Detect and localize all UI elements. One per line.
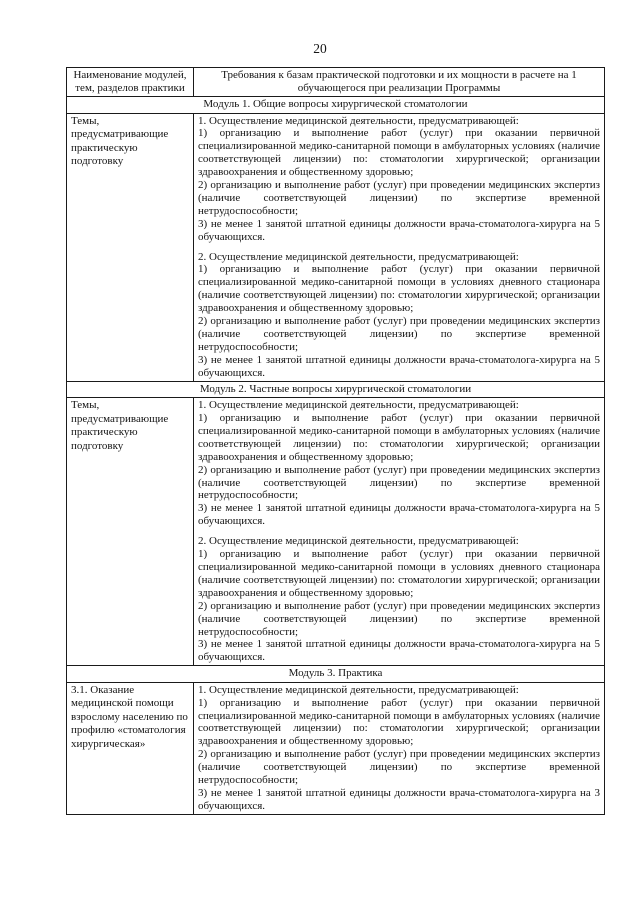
requirement-item: 3) не менее 1 занятой штатной единицы должности врача-стоматолога-хирурга на 5 обучающихся.	[198, 638, 600, 664]
requirement-item: 2) организацию и выполнение работ (услуг) при проведении медицинских экспертиз (наличие соответствующей лицензии) по экспертизе временной нетрудоспособности;	[198, 463, 600, 502]
requirements-cell	[194, 682, 605, 814]
header-modules-column: Наименование модулей, тем, разделов практики	[67, 68, 194, 97]
module-title: Модуль 1. Общие вопросы хирургической стоматологии	[67, 97, 605, 114]
requirement-item: 1) организацию и выполнение работ (услуг) при оказании первичной специализированной медико-санитарной помощи в условиях дневного стационара (наличие соответствующей лицензии) по: стоматологии хирургической; организации здравоохранения и общественному здоровью;	[198, 263, 600, 315]
requirement-item: 3) не менее 1 занятой штатной единицы должности врача-стоматолога-хирурга на 5 обучающихся.	[198, 217, 600, 243]
requirement-block-heading: 2. Осуществление медицинской деятельности, предусматривающей:	[198, 250, 519, 263]
header-requirements-column: Требования к базам практической подготовки и их мощности в расчете на 1 обучающегося при реализации Программы	[194, 68, 605, 97]
requirement-block	[198, 115, 600, 244]
requirement-item: 2) организацию и выполнение работ (услуг) при проведении медицинских экспертиз (наличие соответствующей лицензии) по экспертизе временной нетрудоспособности;	[198, 179, 600, 217]
requirement-item: 1) организацию и выполнение работ (услуг) при оказании первичной специализированной медико-санитарной помощи в амбулаторных условиях (наличие соответствующей лицензии) по: стоматологии хирургической; организации здравоохранения и общественному здоровью;	[198, 412, 600, 463]
module-content-row	[67, 682, 605, 814]
module-title-row	[67, 666, 605, 683]
requirement-item: 3) не менее 1 занятой штатной единицы должности врача-стоматолога-хирурга на 5 обучающихся.	[198, 353, 600, 379]
table-header-row	[67, 68, 605, 97]
requirements-cell	[194, 113, 605, 381]
requirement-item: 2) организацию и выполнение работ (услуг) при проведении медицинских экспертиз (наличие соответствующей лицензии) по экспертизе временной нетрудоспособности;	[198, 599, 600, 638]
page-number: 20	[313, 41, 327, 56]
requirement-block-heading: 1. Осуществление медицинской деятельности, предусматривающей:	[198, 114, 519, 127]
requirement-item: 3) не менее 1 занятой штатной единицы должности врача-стоматолога-хирурга на 5 обучающихся.	[198, 502, 600, 528]
requirement-item: 1) организацию и выполнение работ (услуг) при оказании первичной специализированной медико-санитарной помощи в амбулаторных условиях (наличие соответствующей лицензии) по: стоматологии хирургической; организации здравоохранения и общественному здоровью;	[198, 127, 600, 179]
requirement-block	[198, 399, 600, 528]
module-title-row	[67, 97, 605, 114]
requirements-cell	[194, 398, 605, 666]
module-content-row	[67, 113, 605, 381]
module-title: Модуль 3. Практика	[67, 666, 605, 683]
requirement-block-heading: 1. Осуществление медицинской деятельности, предусматривающей:	[198, 399, 519, 412]
requirements-table	[66, 67, 605, 815]
table-body	[67, 97, 605, 815]
requirement-block	[198, 535, 600, 664]
requirement-block-heading: 1. Осуществление медицинской деятельности, предусматривающей:	[198, 683, 519, 696]
requirement-item: 1) организацию и выполнение работ (услуг) при оказании первичной специализированной медико-санитарной помощи в амбулаторных условиях (наличие соответствующей лицензии) по: стоматологии хирургической; организации здравоохранения и общественному здоровью;	[198, 696, 600, 748]
topic-cell: Темы, предусматривающие практическую подготовку	[67, 113, 194, 381]
module-content-row	[67, 398, 605, 666]
requirement-item: 2) организацию и выполнение работ (услуг) при проведении медицинских экспертиз (наличие соответствующей лицензии) по экспертизе временной нетрудоспособности;	[198, 315, 600, 353]
requirement-block	[198, 684, 600, 813]
topic-cell: Темы, предусматривающие практическую подготовку	[67, 398, 194, 666]
requirement-item: 2) организацию и выполнение работ (услуг) при проведении медицинских экспертиз (наличие соответствующей лицензии) по экспертизе временной нетрудоспособности;	[198, 748, 600, 787]
requirement-item: 3) не менее 1 занятой штатной единицы должности врача-стоматолога-хирурга на 3 обучающихся.	[198, 787, 600, 812]
module-title: Модуль 2. Частные вопросы хирургической стоматологии	[67, 381, 605, 398]
requirement-item: 1) организацию и выполнение работ (услуг) при оказании первичной специализированной медико-санитарной помощи в условиях дневного стационара (наличие соответствующей лицензии) по: стоматологии хирургической; организации здравоохранения и общественному здоровью;	[198, 548, 600, 599]
topic-cell: 3.1. Оказание медицинской помощи взрослому населению по профилю «стоматология хирургическая»	[67, 682, 194, 814]
module-title-row	[67, 381, 605, 398]
requirement-block-heading: 2. Осуществление медицинской деятельности, предусматривающей:	[198, 535, 519, 548]
requirement-block	[198, 251, 600, 380]
